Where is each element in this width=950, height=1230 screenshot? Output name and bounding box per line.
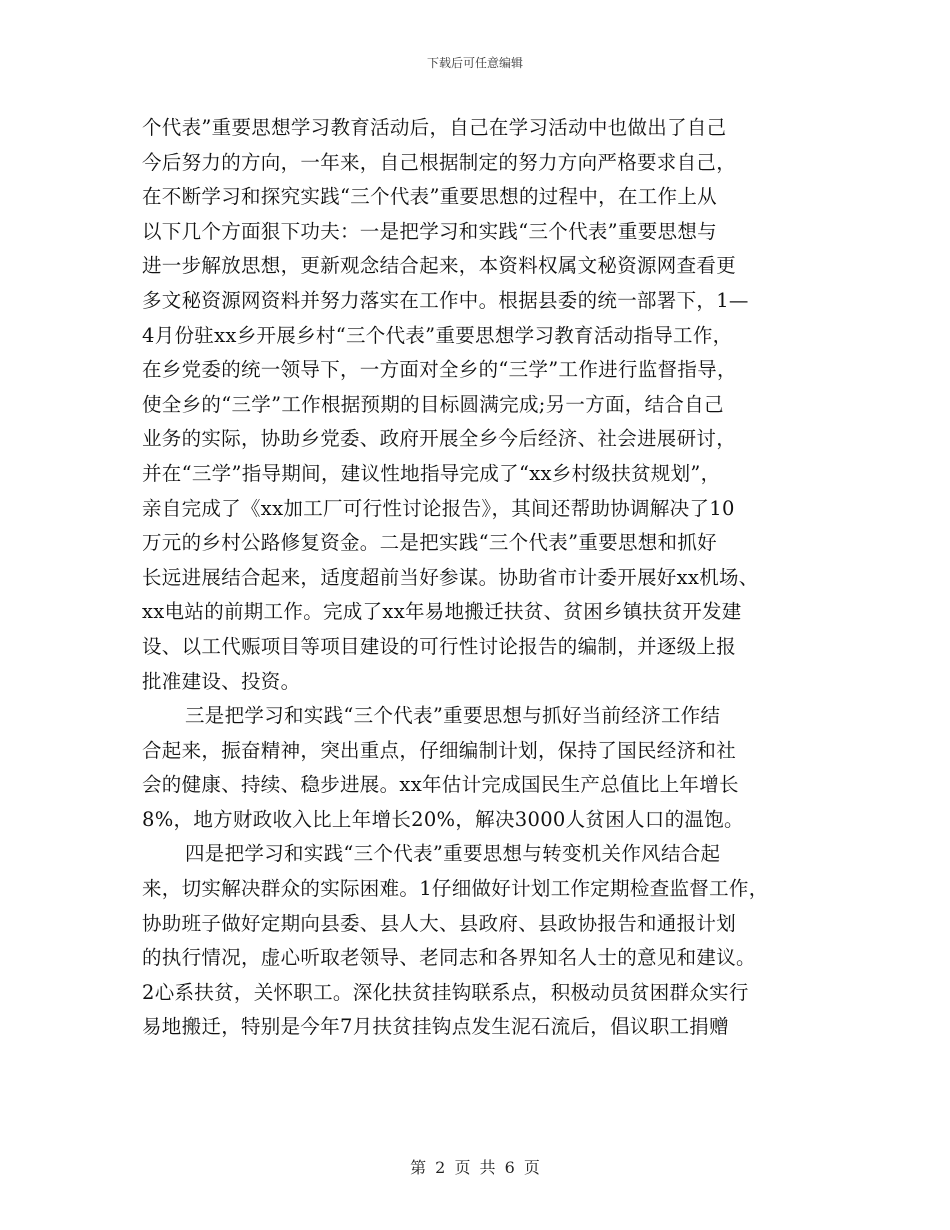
page-header: 下载后可任意编辑 (426, 56, 523, 70)
text-line: 今后努力的方向，一年来，自己根据制定的努力方向严格要求自己， (142, 150, 737, 174)
text-line: 批准建设、投资。 (142, 669, 301, 693)
text-line: 在不断学习和探究实践“三个代表”重要思想的过程中，在工作上从 (142, 185, 717, 209)
text-line: 来，切实解决群众的实际困难。1仔细做好计划工作定期检查监督工作， (142, 877, 769, 901)
text-line: 业务的实际，协助乡党委、政府开展全乡今后经济、社会进展研讨， (142, 427, 737, 451)
text-line: 8%，地方财政收入比上年增长20%，解决3000人贫困人口的温饱。 (142, 807, 744, 831)
text-line: 协助班子做好定期向县委、县人大、县政府、县政协报告和通报计划 (142, 911, 737, 935)
text-line: 以下几个方面狠下功夫：一是把学习和实践“三个代表”重要思想与 (142, 219, 717, 243)
text-line: 在乡党委的统一领导下，一方面对全乡的“三学”工作进行监督指导， (142, 358, 737, 382)
text-line: 四是把学习和实践“三个代表”重要思想与转变机关作风结合起 (185, 842, 721, 866)
text-line: 并在“三学”指导期间，建议性地指导完成了“xx乡村级扶贫规划”， (142, 461, 721, 485)
text-line: 长远进展结合起来，适度超前当好参谋。协助省市计委开展好xx机场、 (142, 565, 759, 589)
text-line: 进一步解放思想，更新观念结合起来，本资料权属文秘资源网查看更 (142, 254, 737, 278)
text-line: 万元的乡村公路修复资金。二是把实践“三个代表”重要思想和抓好 (142, 531, 717, 555)
text-line: 使全乡的“三学”工作根据预期的目标圆满完成;另一方面，结合自己 (142, 392, 724, 416)
text-line: 4月份驻xx乡开展乡村“三个代表”重要思想学习教育活动指导工作， (142, 323, 733, 347)
text-line: 多文秘资源网资料并努力落实在工作中。根据县委的统一部署下，1— (142, 288, 749, 312)
text-line: xx电站的前期工作。完成了xx年易地搬迁扶贫、贫困乡镇扶贫开发建 (142, 600, 742, 624)
text-line: 的执行情况，虚心听取老领导、老同志和各界知名人士的意见和建议。 (142, 946, 756, 970)
text-line: 易地搬迁，特别是今年7月扶贫挂钩点发生泥石流后，倡议职工捐赠 (142, 1015, 729, 1039)
text-line: 2心系扶贫，关怀职工。深化扶贫挂钩联系点，积极动员贫困群众实行 (142, 980, 749, 1004)
text-line: 三是把学习和实践“三个代表”重要思想与抓好当前经济工作结 (185, 704, 721, 728)
document-body (142, 111, 822, 1045)
page-footer: 第 2 页 共 6 页 (410, 1158, 540, 1177)
text-line: 合起来，振奋精神，突出重点，仔细编制计划，保持了国民经济和社 (142, 738, 737, 762)
text-line: 亲自完成了《xx加工厂可行性讨论报告》，其间还帮助协调解决了10 (142, 496, 735, 520)
text-line: 会的健康、持续、稳步进展。xx年估计完成国民生产总值比上年增长 (142, 773, 739, 797)
text-line: 设、以工代赈项目等项目建设的可行性讨论报告的编制，并逐级上报 (142, 634, 737, 658)
text-line: 个代表”重要思想学习教育活动后，自己在学习活动中也做出了自己 (142, 116, 727, 139)
